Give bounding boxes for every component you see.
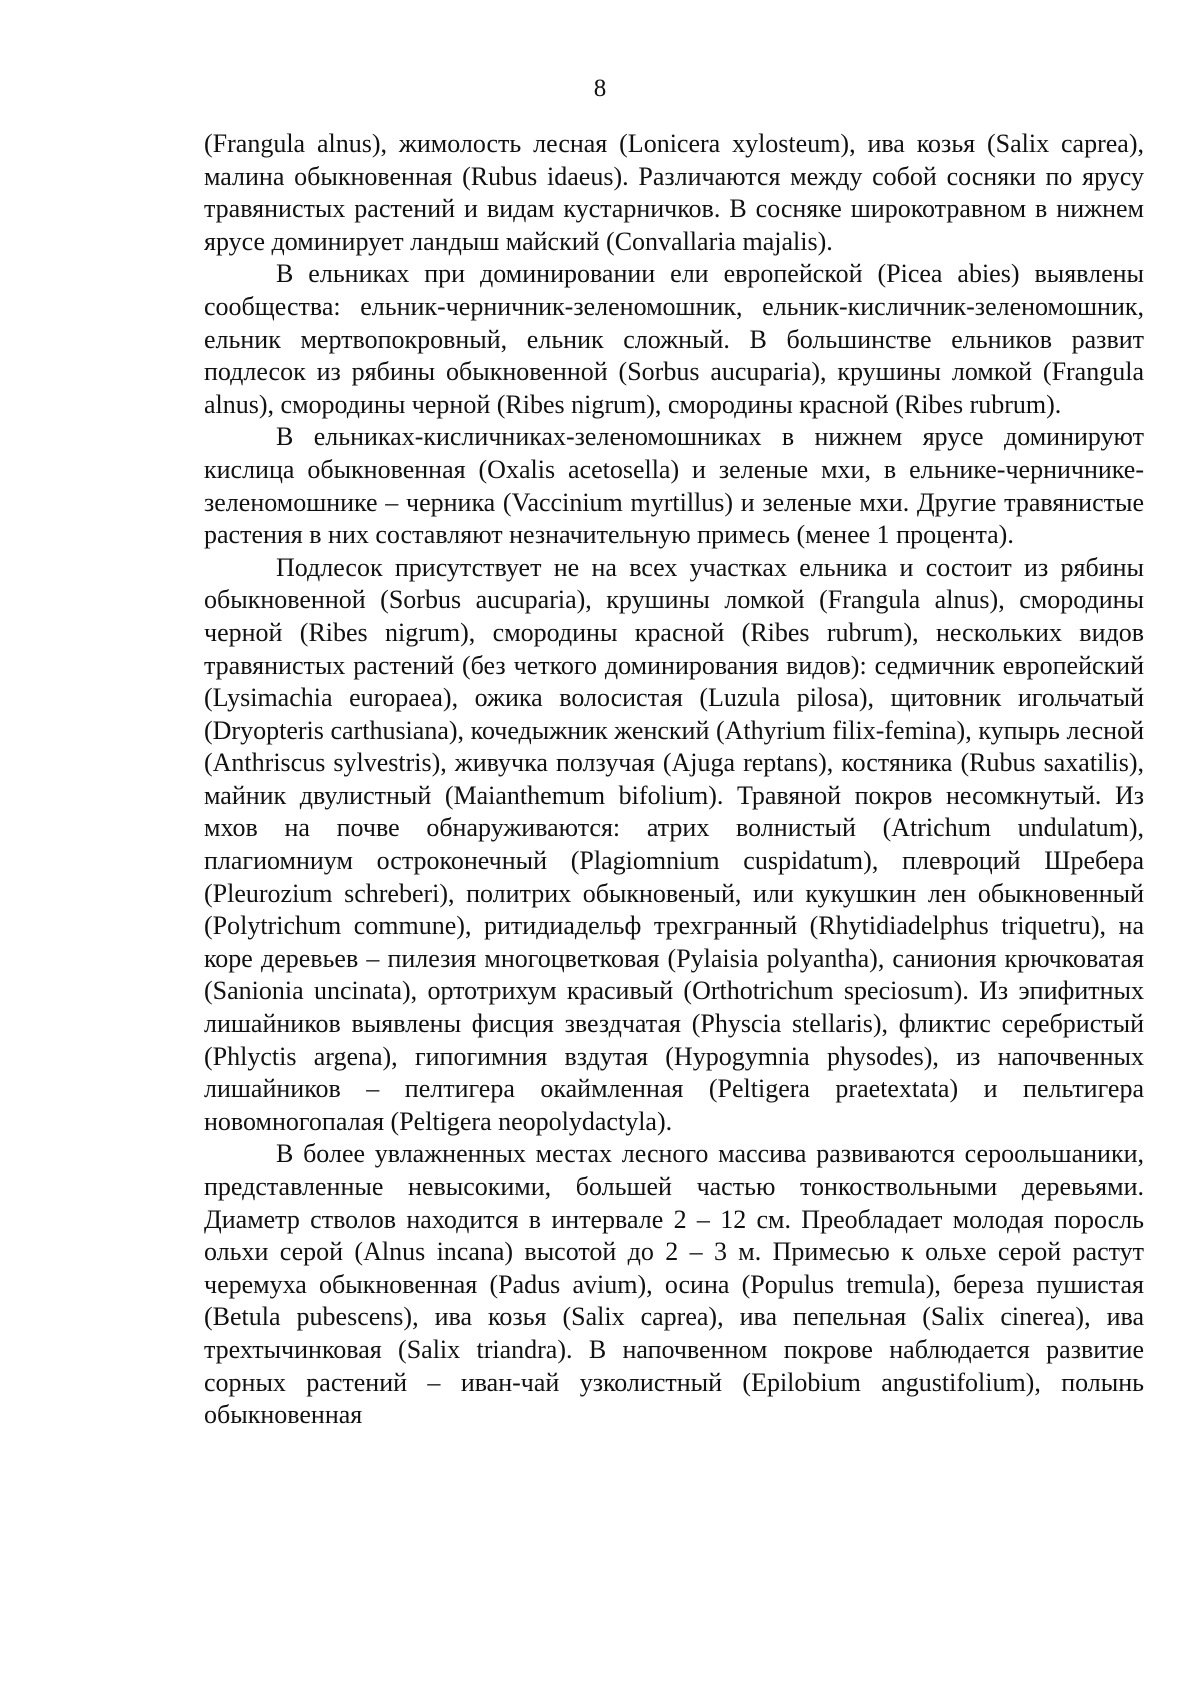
paragraph-spruce-forests: В ельниках при доминировании ели европейской (Picea abies) выявлены сообщества: ельник-черничник-зеленомошник, ельник-кисличник-зеленомошник, ельник мертвопокровный, ельник сложный. В большинстве ельников развит подлесок из рябины обыкновенной (Sorbus aucuparia), крушины ломкой (Frangula alnus), смородины черной (Ribes nigrum), смородины красной (Ribes rubrum). (204, 259, 1144, 419)
page-number: 8 (593, 75, 607, 102)
paragraph-oxalis-spruce-forests: В ельниках-кисличниках-зеленомошниках в нижнем ярусе доминируют кислица обыкновенная (Oxalis acetosella) и зеленые мхи, в ельнике-черничнике-зеленомошнике – черника (Vaccinium myrtillus) и зеленые мхи. Другие травянистые растения в них составляют незначительную примесь (менее 1 процента). (204, 422, 1144, 550)
paragraph-pine-forests-continued: (Frangula alnus), жимолость лесная (Lonicera xylosteum), ива козья (Salix caprea), малина обыкновенная (Rubus idaeus). Различаются между собой сосняки по ярусу травянистых растений и видам кустарничков. В сосняке широкотравном в нижнем ярусе доминирует ландыш майский (Convallaria majalis). (204, 129, 1144, 256)
body-text (204, 128, 1144, 1432)
paragraph-undergrowth: Подлесок присутствует не на всех участках ельника и состоит из рябины обыкновенной (Sorbus aucuparia), крушины ломкой (Frangula alnus), смородины черной (Ribes nigrum), смородины красной (Ribes rubrum), нескольких видов травянистых растений (без четкого доминирования видов): седмичник европейский (Lysimachia europaea), ожика волосистая (Luzula pilosa), щитовник игольчатый (Dryopteris carthusiana), кочедыжник женский (Athyrium filix-femina), купырь лесной (Anthriscus sylvestris), живучка ползучая (Ajuga reptans), костяника (Rubus saxatilis), майник двулистный (Maianthemum bifolium). Травяной покров несомкнутый. Из мхов на почве обнаруживаются: атрих волнистый (Atrichum undulatum), плагиомниум остроконечный (Plagiomnium cuspidatum), плевроций Шребера (Pleurozium schreberi), политрих обыкновеный, или кукушкин лен обыкновенный (Polytrichum commune), ритидиадельф трехгранный (Rhytidiadelphus triquetru), на коре деревьев – пилезия многоцветковая (Pylaisia polyantha), саниония крючковатая (Sanionia uncinata), ортотрихум красивый (Orthotrichum speciosum). Из эпифитных лишайников выявлены фисция звездчатая (Physcia stellaris), фликтис серебристый (Phlyctis argena), гипогимния вздутая (Hypogymnia physodes), из напочвенных лишайников – пелтигера окаймленная (Peltigera praetextata) и пельтигера новомногопалая (Peltigera neopolydactyla). (204, 552, 1144, 1136)
paragraph-grey-alder-forests: В более увлажненных местах лесного массива развиваются сероольшаники, представленные невысокими, большей частью тонкоствольными деревьями. Диаметр стволов находится в интервале 2 – 12 см. Преобладает молодая поросль ольхи серой (Alnus incana) высотой до 2 – 3 м. Примесью к ольхе серой растут черемуха обыкновенная (Padus avium), осина (Populus tremula), береза пушистая (Betula pubescens), ива козья (Salix caprea), ива пепельная (Salix cinerea), ива трехтычинковая (Salix triandra). В напочвенном покрове наблюдается развитие сорных растений – иван-чай узколистный (Epilobium angustifolium), полынь обыкновенная (204, 1139, 1144, 1430)
